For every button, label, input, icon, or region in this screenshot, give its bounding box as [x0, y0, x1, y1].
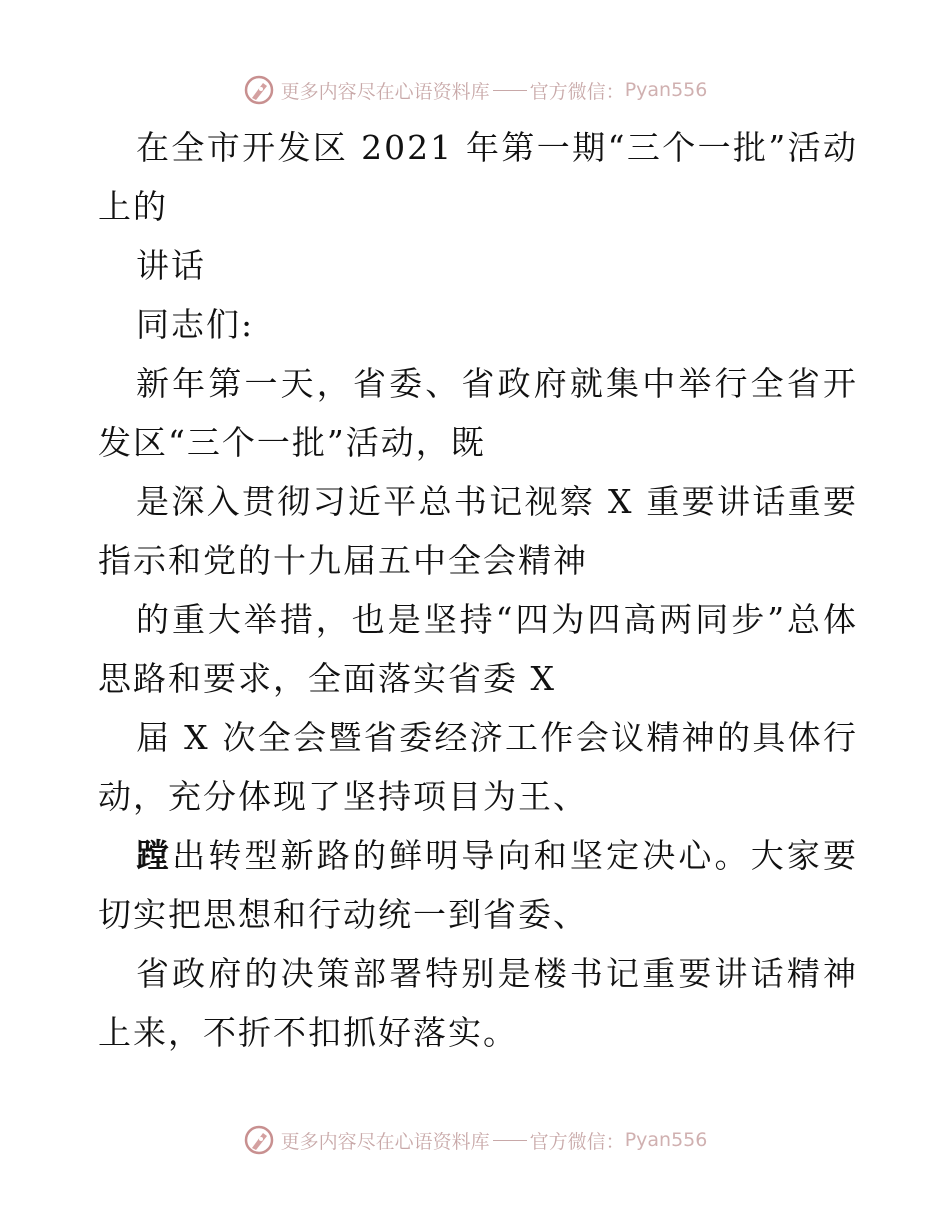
watermark-wechat-label: 官方微信：: [529, 80, 625, 103]
watermark-wechat-id: Pyan556: [624, 79, 708, 101]
footer-watermark: [0, 1120, 950, 1160]
pen-nib-circle-icon: [243, 1124, 275, 1156]
watermark-divider: [493, 1140, 527, 1141]
document-body: [98, 118, 858, 1062]
body-paragraph: 的重大举措，也是坚持“四为四高两同步”总体思路和要求，全面落实省委 X: [98, 600, 858, 698]
watermark-text: 更多内容尽在心语资料库: [280, 1130, 490, 1153]
salutation: 同志们:: [136, 305, 255, 344]
body-paragraph-text: 出转型新路的鲜明导向和坚定决心。大家要切实把思想和行动统一到省委、: [98, 836, 859, 934]
body-paragraph: 新年第一天，省委、省政府就集中举行全省开发区“三个一批”活动，既: [98, 364, 858, 462]
body-paragraph: [98, 826, 858, 944]
body-paragraph: 省政府的决策部署特别是楼书记重要讲话精神上来，不折不扣抓好落实。: [98, 954, 858, 1052]
body-paragraph: 届 X 次全会暨省委经济工作会议精神的具体行动，充分体现了坚持项目为王、: [98, 718, 858, 816]
document-title-line: 讲话: [136, 246, 206, 285]
body-paragraph: 是深入贯彻习近平总书记视察 X 重要讲话重要指示和党的十九届五中全会精神: [98, 482, 858, 580]
document-title-line: 在全市开发区 2021 年第一期“三个一批”活动上的: [98, 128, 858, 226]
watermark-wechat-id: Pyan556: [624, 1129, 708, 1151]
watermark-divider: [493, 90, 527, 91]
watermark-text: 更多内容尽在心语资料库: [280, 80, 490, 103]
pen-nib-circle-icon: [243, 74, 275, 106]
header-watermark: [0, 70, 950, 110]
watermark-wechat-label: 官方微信：: [529, 1130, 625, 1153]
emphasized-char: 蹚: [136, 836, 173, 875]
